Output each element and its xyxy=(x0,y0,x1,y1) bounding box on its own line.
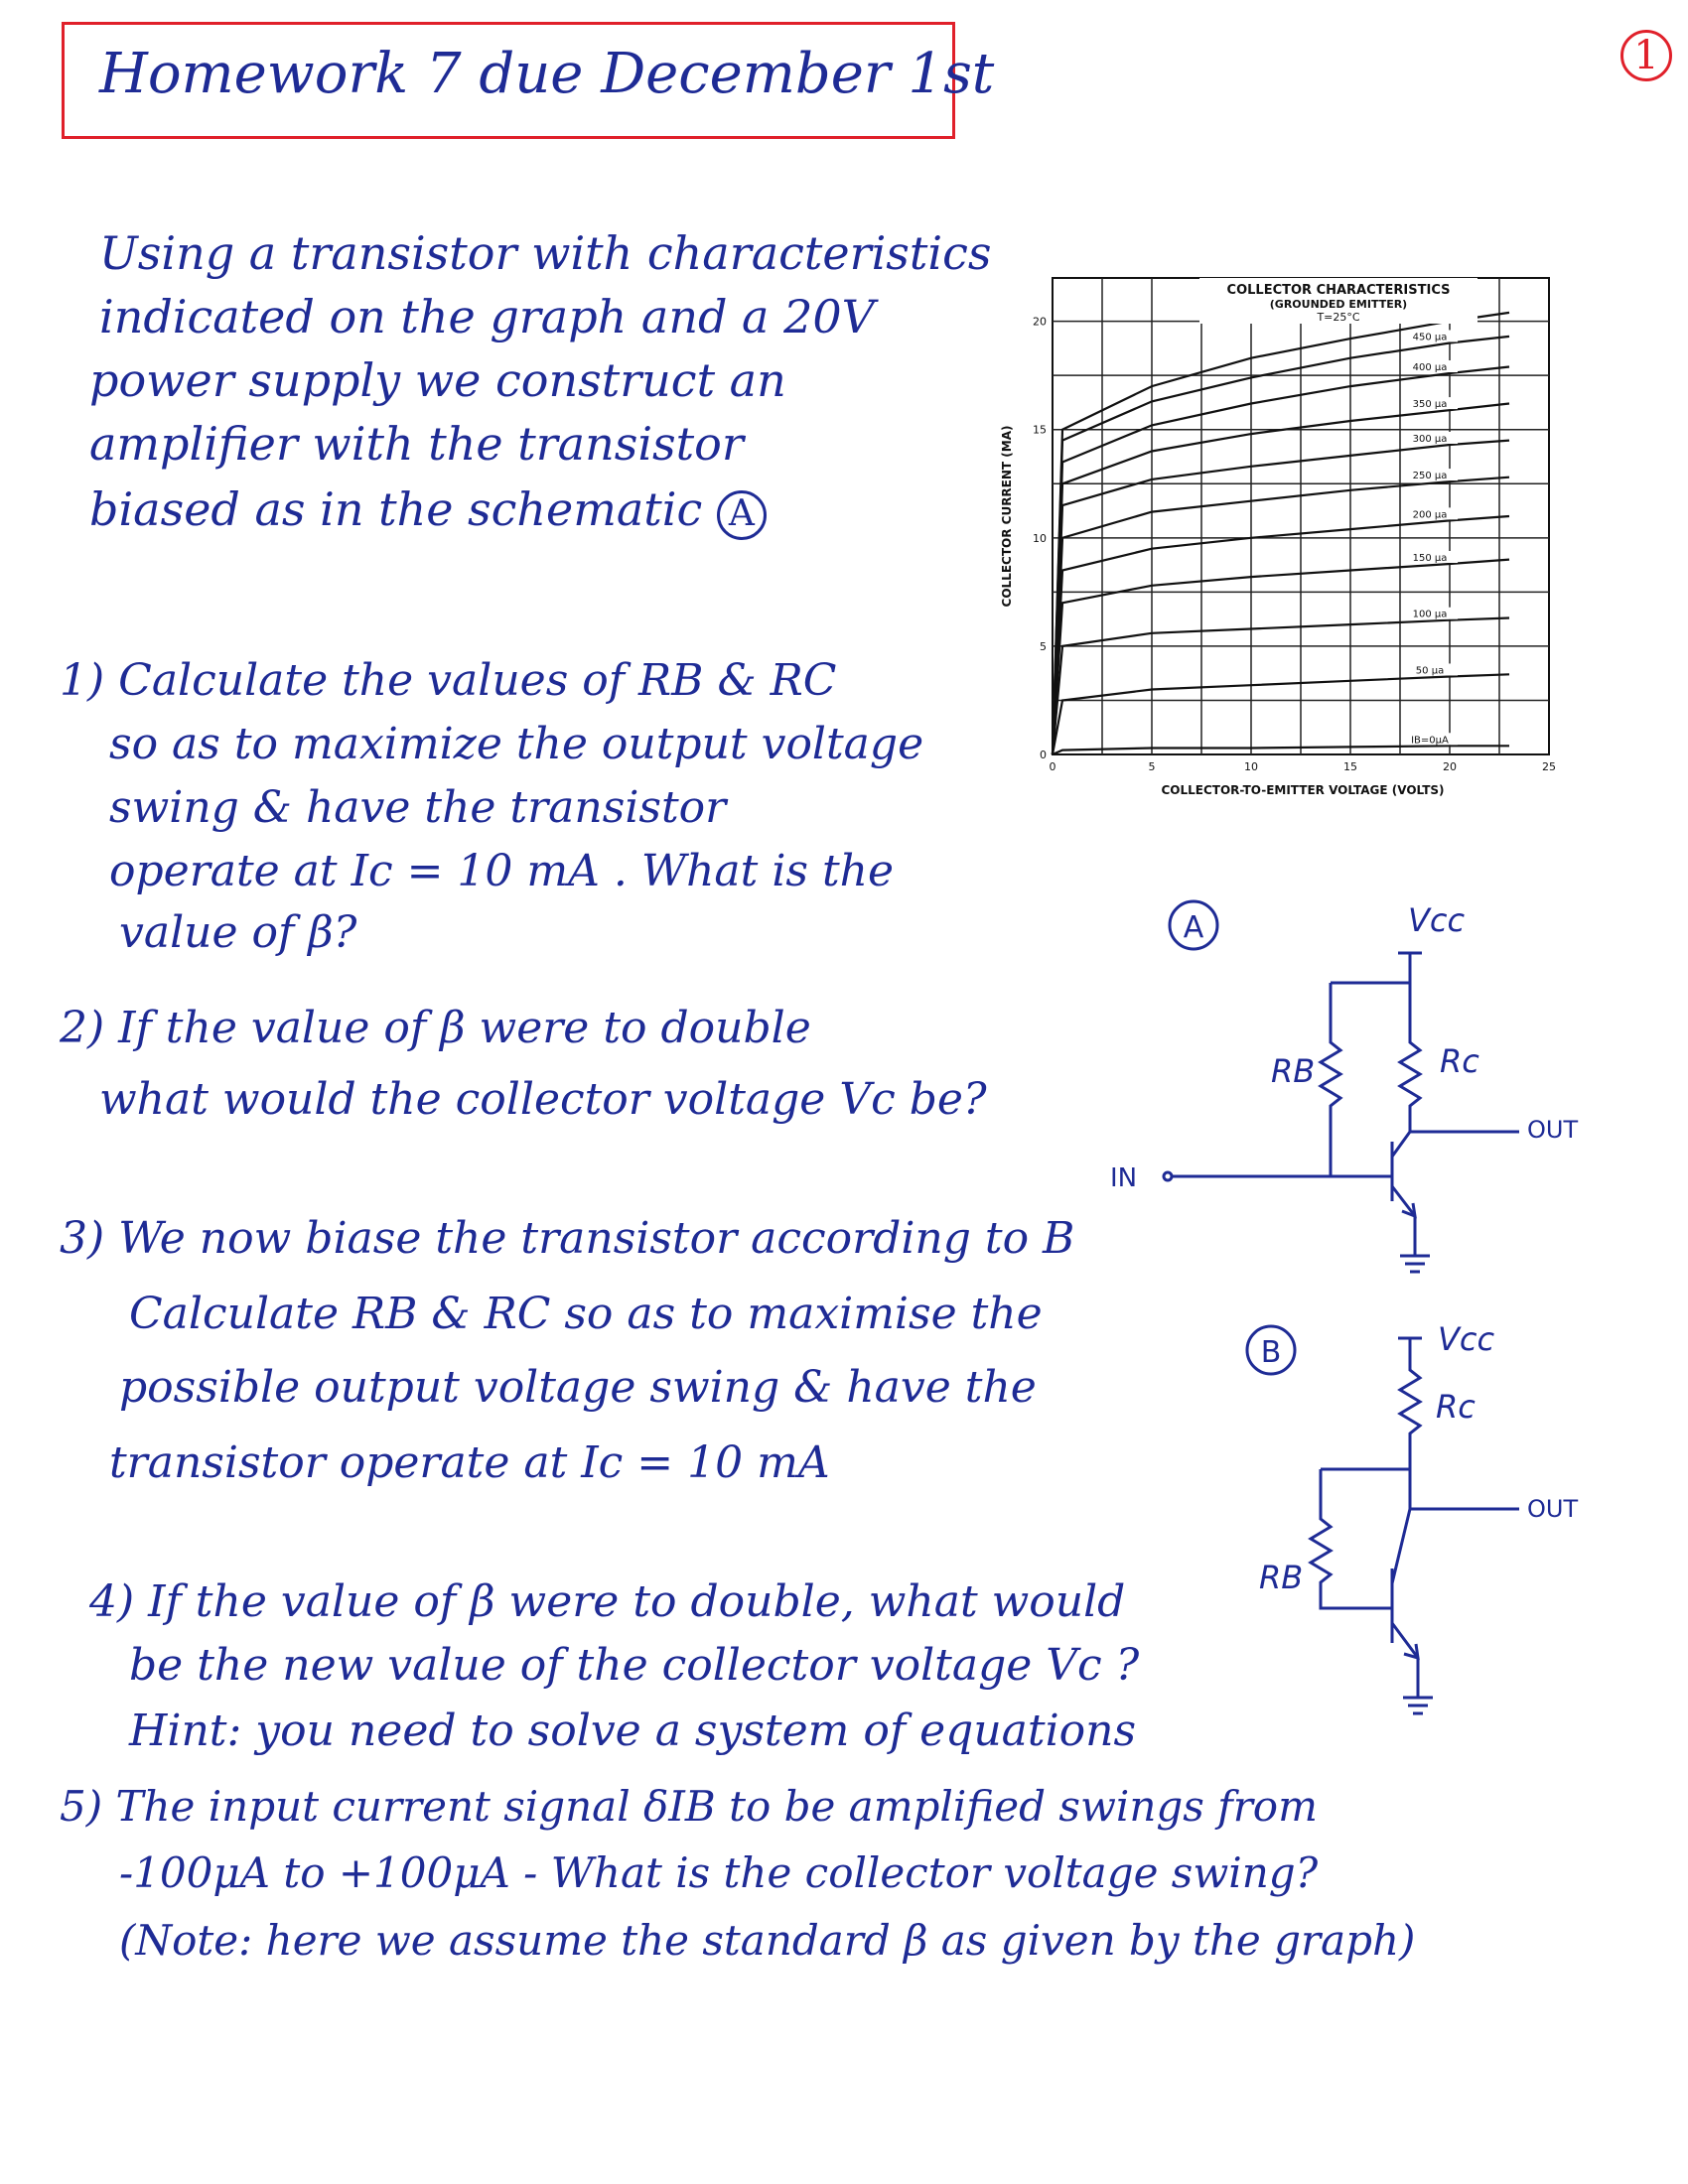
intro-line-5-text: biased as in the schematic xyxy=(89,482,703,536)
q5-line-1: 5) The input current signal δIB to be amplified swings from xyxy=(60,1782,1318,1831)
q2-line-2: what would the collector voltage Vc be? xyxy=(99,1074,987,1125)
chart-ytick-label: 20 xyxy=(1033,315,1047,329)
chart-series-line xyxy=(1053,313,1509,754)
transistor-b-collector xyxy=(1392,1509,1410,1583)
page-number: 1 xyxy=(1620,30,1672,81)
chart-series-label: 300 μa xyxy=(1412,434,1448,445)
intro-line-4: amplifier with the transistor xyxy=(89,417,744,471)
chart-xlabel: COLLECTOR-TO-EMITTER VOLTAGE (VOLTS) xyxy=(1161,783,1445,797)
chart-series-line xyxy=(1053,441,1509,754)
page-title: Homework 7 due December 1st xyxy=(99,42,995,106)
rc-resistor-b xyxy=(1400,1338,1420,1509)
schematic-b xyxy=(1142,1291,1579,1727)
chart-series-line xyxy=(1053,560,1509,754)
q4-line-1: 4) If the value of β were to double, what would xyxy=(89,1576,1126,1627)
chart-ytick-label: 0 xyxy=(1040,749,1047,761)
rb-resistor-b xyxy=(1311,1469,1392,1608)
intro-line-5 xyxy=(89,482,767,540)
q3-line-3: possible output voltage swing & have the xyxy=(119,1362,1037,1413)
q4-line-2: be the new value of the collector voltage Vc ? xyxy=(129,1640,1140,1691)
intro-line-1: Using a transistor with characteristics xyxy=(99,226,992,280)
chart-ticks xyxy=(1033,316,1556,773)
q1-line-2: so as to maximize the output voltage xyxy=(109,719,924,769)
schematic-a-label: A xyxy=(1183,910,1204,945)
schematic-a-in: IN xyxy=(1110,1163,1138,1193)
schematic-b-rc: Rc xyxy=(1436,1388,1476,1426)
chart-series-label: 350 μa xyxy=(1412,399,1448,411)
chart-xtick-label: 0 xyxy=(1049,760,1056,773)
intro-line-2: indicated on the graph and a 20V xyxy=(99,290,875,343)
schematic-a-vcc: Vcc xyxy=(1408,901,1466,939)
chart-title: COLLECTOR CHARACTERISTICS xyxy=(1226,283,1451,298)
chart-series-label: 250 μa xyxy=(1412,471,1448,482)
q2-line-1: 2) If the value of β were to double xyxy=(60,1003,811,1053)
chart-series-line xyxy=(1053,404,1509,755)
q1-line-5: value of β? xyxy=(119,907,357,958)
schematic-b-label: B xyxy=(1260,1335,1282,1370)
chart-series-label: 100 μa xyxy=(1412,609,1448,620)
q3-line-2: Calculate RB & RC so as to maximise the xyxy=(129,1289,1043,1339)
rb-resistor-a xyxy=(1321,983,1340,1176)
transistor-a-collector xyxy=(1392,1132,1410,1157)
q1-line-3: swing & have the transistor xyxy=(109,782,727,833)
chart-series-line xyxy=(1053,746,1509,754)
chart-xtick-label: 15 xyxy=(1343,760,1357,773)
chart-series-label: 450 μa xyxy=(1412,332,1448,343)
chart-xtick-label: 20 xyxy=(1443,760,1457,773)
q3-line-1: 3) We now biase the transistor according to B xyxy=(60,1213,1075,1264)
q4-line-3: Hint: you need to solve a system of equations xyxy=(129,1706,1137,1756)
chart-xtick-label: 5 xyxy=(1148,760,1156,773)
q5-line-3: (Note: here we assume the standard β as given by the graph) xyxy=(119,1916,1416,1965)
chart-ytick-label: 15 xyxy=(1033,423,1047,437)
chart-ytick-label: 5 xyxy=(1040,639,1047,653)
chart-ytick-label: 10 xyxy=(1033,531,1047,545)
schematic-a xyxy=(1110,874,1579,1310)
chart-series-label: IB=0μA xyxy=(1411,735,1449,747)
chart-series-label: 50 μa xyxy=(1415,665,1445,677)
q1-line-4: operate at Ic = 10 mA . What is the xyxy=(109,846,895,896)
collector-characteristics-chart xyxy=(983,258,1599,814)
q3-line-4: transistor operate at Ic = 10 mA xyxy=(109,1437,830,1488)
chart-series-label: 200 μa xyxy=(1412,509,1448,521)
schematic-a-out: OUT xyxy=(1527,1116,1579,1144)
schematic-b-vcc: Vcc xyxy=(1438,1320,1495,1358)
q5-line-2: -100μA to +100μA - What is the collector voltage swing? xyxy=(119,1848,1319,1897)
chart-xtick-label: 25 xyxy=(1542,760,1556,773)
chart-series-label: 150 μa xyxy=(1412,553,1448,564)
chart-series-label: 400 μa xyxy=(1412,362,1448,373)
schematic-a-rc: Rc xyxy=(1440,1042,1479,1080)
schematic-b-rb: RB xyxy=(1259,1559,1304,1596)
q1-line-1: 1) Calculate the values of RB & RC xyxy=(60,655,837,706)
rc-resistor-a xyxy=(1400,983,1420,1132)
schematic-a-ref: A xyxy=(717,490,767,540)
schematic-a-in-terminal xyxy=(1164,1172,1172,1180)
intro-line-3: power supply we construct an xyxy=(89,353,786,407)
chart-xtick-label: 10 xyxy=(1244,760,1258,773)
schematic-b-out: OUT xyxy=(1527,1495,1579,1523)
chart-condition: T=25°C xyxy=(1317,311,1360,324)
schematic-a-rb: RB xyxy=(1271,1052,1316,1090)
chart-ylabel: COLLECTOR CURRENT (MA) xyxy=(1000,425,1014,608)
chart-subtitle: (GROUNDED EMITTER) xyxy=(1269,298,1408,311)
